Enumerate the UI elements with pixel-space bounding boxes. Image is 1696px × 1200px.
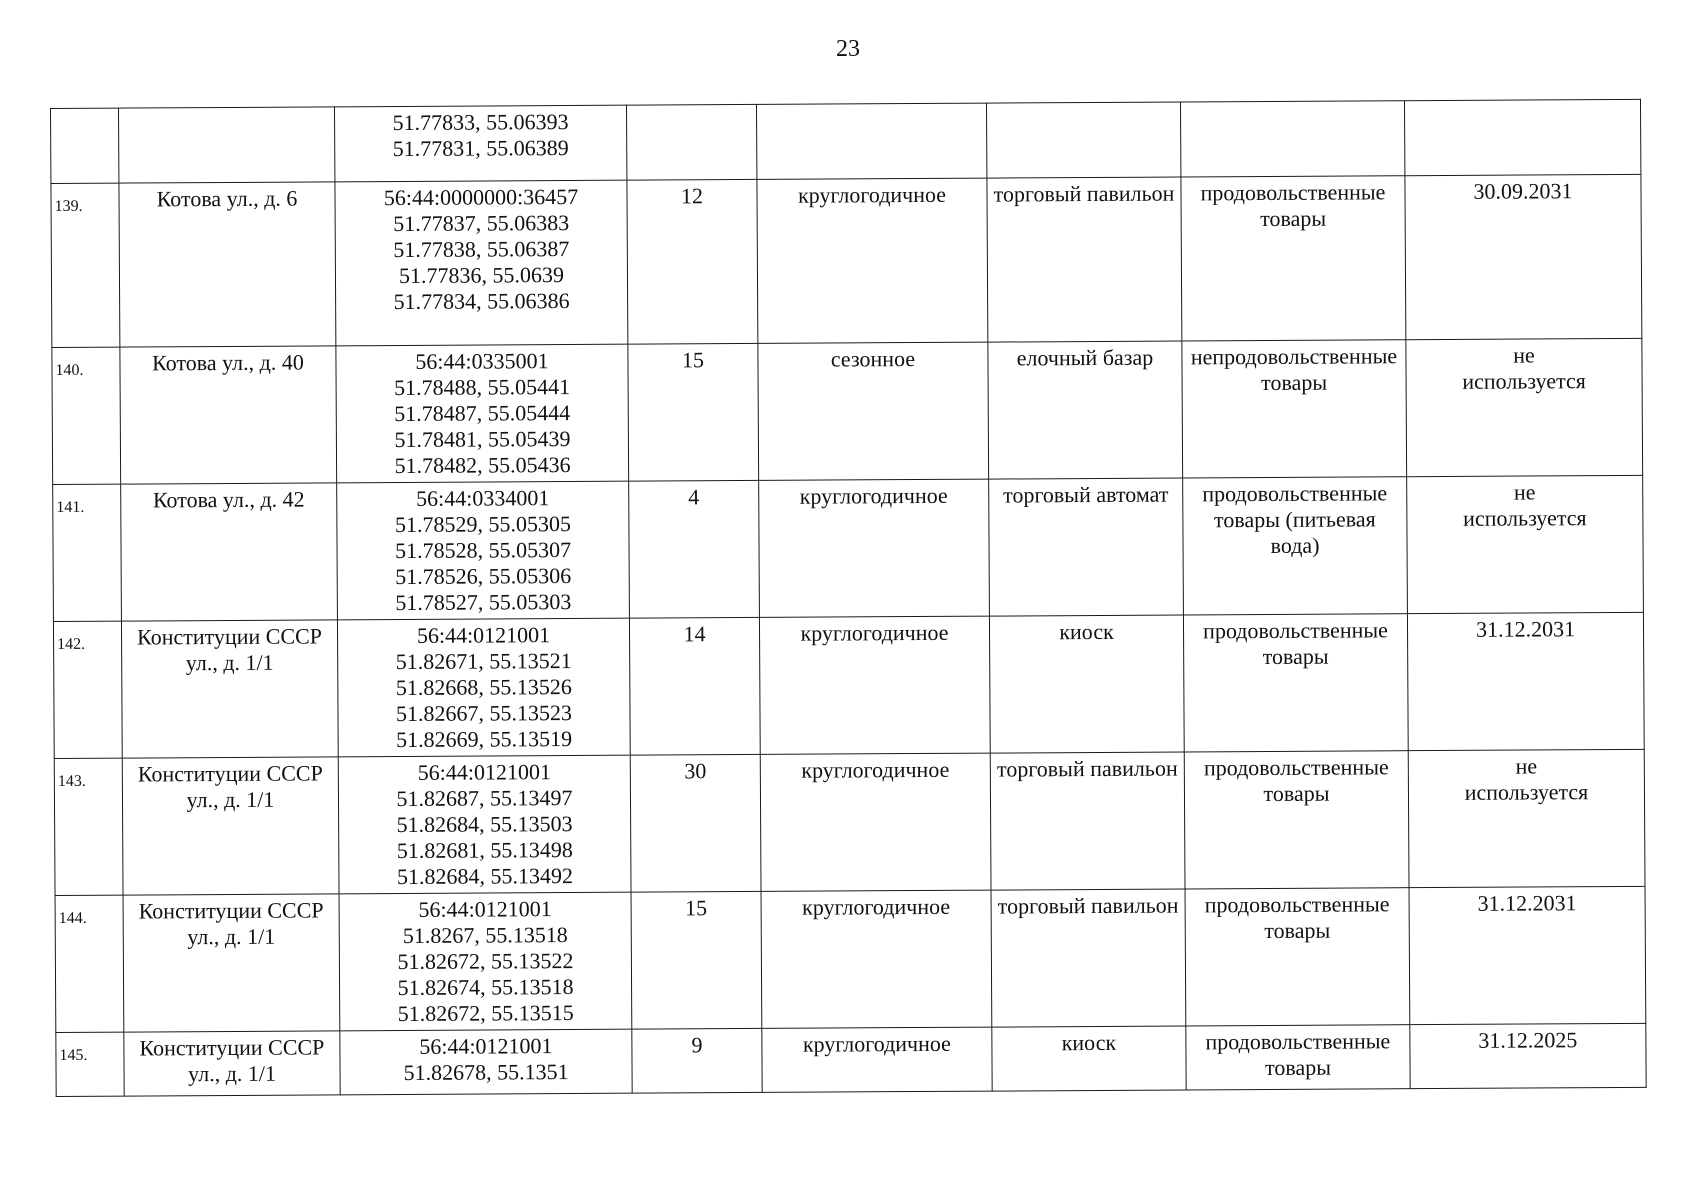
goods-line: непродовольственные <box>1190 343 1398 370</box>
date-line: используется <box>1463 505 1587 531</box>
coords-line: 51.78528, 55.05307 <box>394 537 572 564</box>
goods-cell <box>1184 751 1409 889</box>
goods-line: товары <box>1262 643 1329 670</box>
period-cell: круглогодичное <box>759 479 990 617</box>
address-line: Конституции СССР <box>137 760 323 787</box>
goods-cell <box>1186 1025 1410 1090</box>
goods-line: продовольственные <box>1203 754 1389 781</box>
coords-line: 56:44:0335001 <box>415 348 549 374</box>
address-line: Котова ул., д. 40 <box>152 349 304 376</box>
date-line: не <box>1513 479 1536 505</box>
area-cell: 14 <box>629 617 760 755</box>
coords-line: 51.82687, 55.13497 <box>396 785 573 812</box>
coords-line: 51.78481, 55.05439 <box>394 426 571 453</box>
table-row <box>53 612 1644 758</box>
coords-line: 56:44:0121001 <box>416 622 551 648</box>
table-row <box>52 338 1643 484</box>
num-cell: 139. <box>51 183 120 347</box>
goods-line: продовольственные <box>1204 891 1390 918</box>
coords-line: 56:44:0121001 <box>418 896 552 922</box>
coords-line: 51.78487, 55.05444 <box>394 400 571 427</box>
area-cell: 15 <box>631 891 762 1029</box>
coords-line: 51.78488, 55.05441 <box>394 374 571 401</box>
coords-line: 51.77837, 55.06383 <box>393 210 570 237</box>
coords-line: 51.82668, 55.13526 <box>395 674 572 701</box>
coords-line: 51.78529, 55.05305 <box>394 511 571 538</box>
address-cell <box>122 757 339 895</box>
coords-line: 51.82667, 55.13523 <box>395 700 573 727</box>
goods-line: продовольственные <box>1202 480 1388 507</box>
table-row <box>51 174 1642 347</box>
goods-line: продовольственные <box>1203 617 1388 644</box>
area-cell: 30 <box>630 754 761 892</box>
coords-cell <box>335 180 628 346</box>
date-line: используется <box>1462 368 1586 394</box>
address-cell <box>119 107 335 183</box>
type-cell: торговый павильон <box>987 177 1182 342</box>
coords-line: 56:44:0000000:36457 <box>383 183 579 211</box>
address-line: ул., д. 1/1 <box>187 923 276 950</box>
num-cell: 142. <box>53 621 122 758</box>
coords-line: 51.78527, 55.05303 <box>395 589 572 616</box>
address-cell <box>124 1031 340 1096</box>
address-cell <box>123 894 340 1032</box>
coords-line: 51.8267, 55.13518 <box>402 922 568 948</box>
period-cell: круглогодичное <box>762 1027 992 1092</box>
area-cell <box>626 104 756 180</box>
coords-cell <box>336 344 629 483</box>
address-cell <box>119 182 336 347</box>
goods-cell <box>1182 340 1407 478</box>
goods-line: товары <box>1264 917 1331 944</box>
goods-line: вода) <box>1270 532 1320 558</box>
num-cell: 144. <box>55 895 124 1032</box>
goods-line: товары <box>1264 1054 1332 1081</box>
goods-line: продовольственные <box>1205 1028 1391 1055</box>
address-line: ул., д. 1/1 <box>188 1060 277 1087</box>
table-row <box>53 475 1644 621</box>
coords-line: 51.82669, 55.13519 <box>396 726 573 753</box>
date-line: 31.12.2031 <box>1475 616 1576 642</box>
objects-table <box>50 99 1647 1097</box>
coords-line: 51.78526, 55.05306 <box>395 563 572 590</box>
goods-cell <box>1185 888 1410 1026</box>
address-line: Конституции СССР <box>139 1034 325 1061</box>
type-cell: торговый автомат <box>989 478 1184 616</box>
coords-line: 51.77838, 55.06387 <box>393 236 570 263</box>
coords-line: 51.82681, 55.13498 <box>396 837 573 864</box>
address-line: ул., д. 1/1 <box>186 786 275 813</box>
date-line: 31.12.2031 <box>1477 890 1577 916</box>
coords-line: 51.82684, 55.13492 <box>396 863 574 890</box>
area-cell: 15 <box>628 343 759 481</box>
address-line: Котова ул., д. 42 <box>152 486 305 513</box>
coords-line: 51.78482, 55.05436 <box>394 452 571 479</box>
address-line: Котова ул., д. 6 <box>156 185 298 212</box>
coords-line: 51.77836, 55.0639 <box>398 262 565 288</box>
period-cell <box>756 103 986 179</box>
coord-line: 51.77833, 55.06393 <box>392 109 569 136</box>
date-line: используется <box>1464 779 1589 805</box>
date-cell <box>1409 886 1646 1024</box>
address-line: Конституции СССР <box>137 623 323 650</box>
coords-cell <box>339 892 632 1031</box>
coords-cell <box>337 481 630 620</box>
period-cell: круглогодичное <box>759 616 990 754</box>
coords-cell <box>340 1029 632 1095</box>
type-cell <box>986 102 1180 178</box>
goods-cell <box>1183 614 1408 752</box>
area-cell: 4 <box>629 480 760 618</box>
goods-cell <box>1183 477 1408 615</box>
type-cell: киоск <box>989 615 1184 753</box>
goods-line: товары <box>1261 369 1328 396</box>
date-cell <box>1407 612 1644 750</box>
coords-line: 51.82684, 55.13503 <box>396 811 573 838</box>
period-cell: круглогодичное <box>757 178 988 343</box>
num-cell: 140. <box>52 347 121 484</box>
goods-line: продовольственные <box>1200 179 1386 206</box>
type-cell: торговый павильон <box>991 889 1186 1027</box>
date-cell <box>1405 174 1642 339</box>
goods-line: товары (питьевая <box>1213 506 1376 533</box>
date-line: не <box>1513 342 1535 368</box>
date-cell <box>1410 1023 1646 1088</box>
coords-line: 51.82678, 55.1351 <box>403 1059 569 1085</box>
address-line: ул., д. 1/1 <box>185 649 274 676</box>
num-cell <box>51 108 119 183</box>
goods-cell <box>1180 101 1404 177</box>
coords-line: 56:44:0121001 <box>417 759 552 785</box>
table-body <box>51 99 1647 1096</box>
coords-line: 56:44:0121001 <box>419 1033 553 1059</box>
address-cell <box>121 483 338 621</box>
date-cell <box>1408 749 1645 887</box>
type-cell: киоск <box>992 1026 1186 1091</box>
coord-line: 51.77831, 55.06389 <box>392 135 569 162</box>
goods-cell <box>1181 176 1406 341</box>
date-cell <box>1406 338 1643 476</box>
address-cell <box>121 620 338 758</box>
coords-line: 51.82672, 55.13522 <box>397 947 574 975</box>
area-cell: 12 <box>627 179 758 344</box>
area-cell: 9 <box>632 1028 762 1093</box>
num-cell: 145. <box>56 1032 124 1096</box>
period-cell: круглогодичное <box>761 890 992 1028</box>
num-cell: 141. <box>53 484 122 621</box>
coords-cell <box>334 105 626 182</box>
page-number: 23 <box>836 36 860 62</box>
coords-line: 51.82672, 55.13515 <box>397 999 574 1027</box>
date-cell <box>1407 475 1644 613</box>
type-cell: торговый павильон <box>990 752 1185 890</box>
coords-line: 51.82671, 55.13521 <box>395 648 572 675</box>
date-cell <box>1404 99 1640 175</box>
table-row <box>56 1023 1646 1096</box>
num-cell: 143. <box>54 758 123 895</box>
coords-cell <box>337 618 630 757</box>
goods-line: товары <box>1260 205 1327 232</box>
coords-line: 56:44:0334001 <box>416 485 550 511</box>
coords-line: 51.82674, 55.13518 <box>397 973 574 1001</box>
table-row-continuation <box>51 99 1641 183</box>
table-row <box>55 886 1646 1032</box>
table-row <box>54 749 1645 895</box>
address-cell <box>120 346 337 484</box>
period-cell: сезонное <box>758 342 989 480</box>
date-line: 31.12.2025 <box>1478 1027 1578 1053</box>
date-line: 30.09.2031 <box>1473 178 1573 204</box>
period-cell: круглогодичное <box>760 753 991 891</box>
type-cell: елочный базар <box>988 341 1183 479</box>
coords-cell <box>338 755 631 894</box>
coords-line: 51.77834, 55.06386 <box>393 288 570 315</box>
address-line: Конституции СССР <box>138 897 324 924</box>
date-line: не <box>1515 753 1538 779</box>
goods-line: товары <box>1263 780 1330 807</box>
